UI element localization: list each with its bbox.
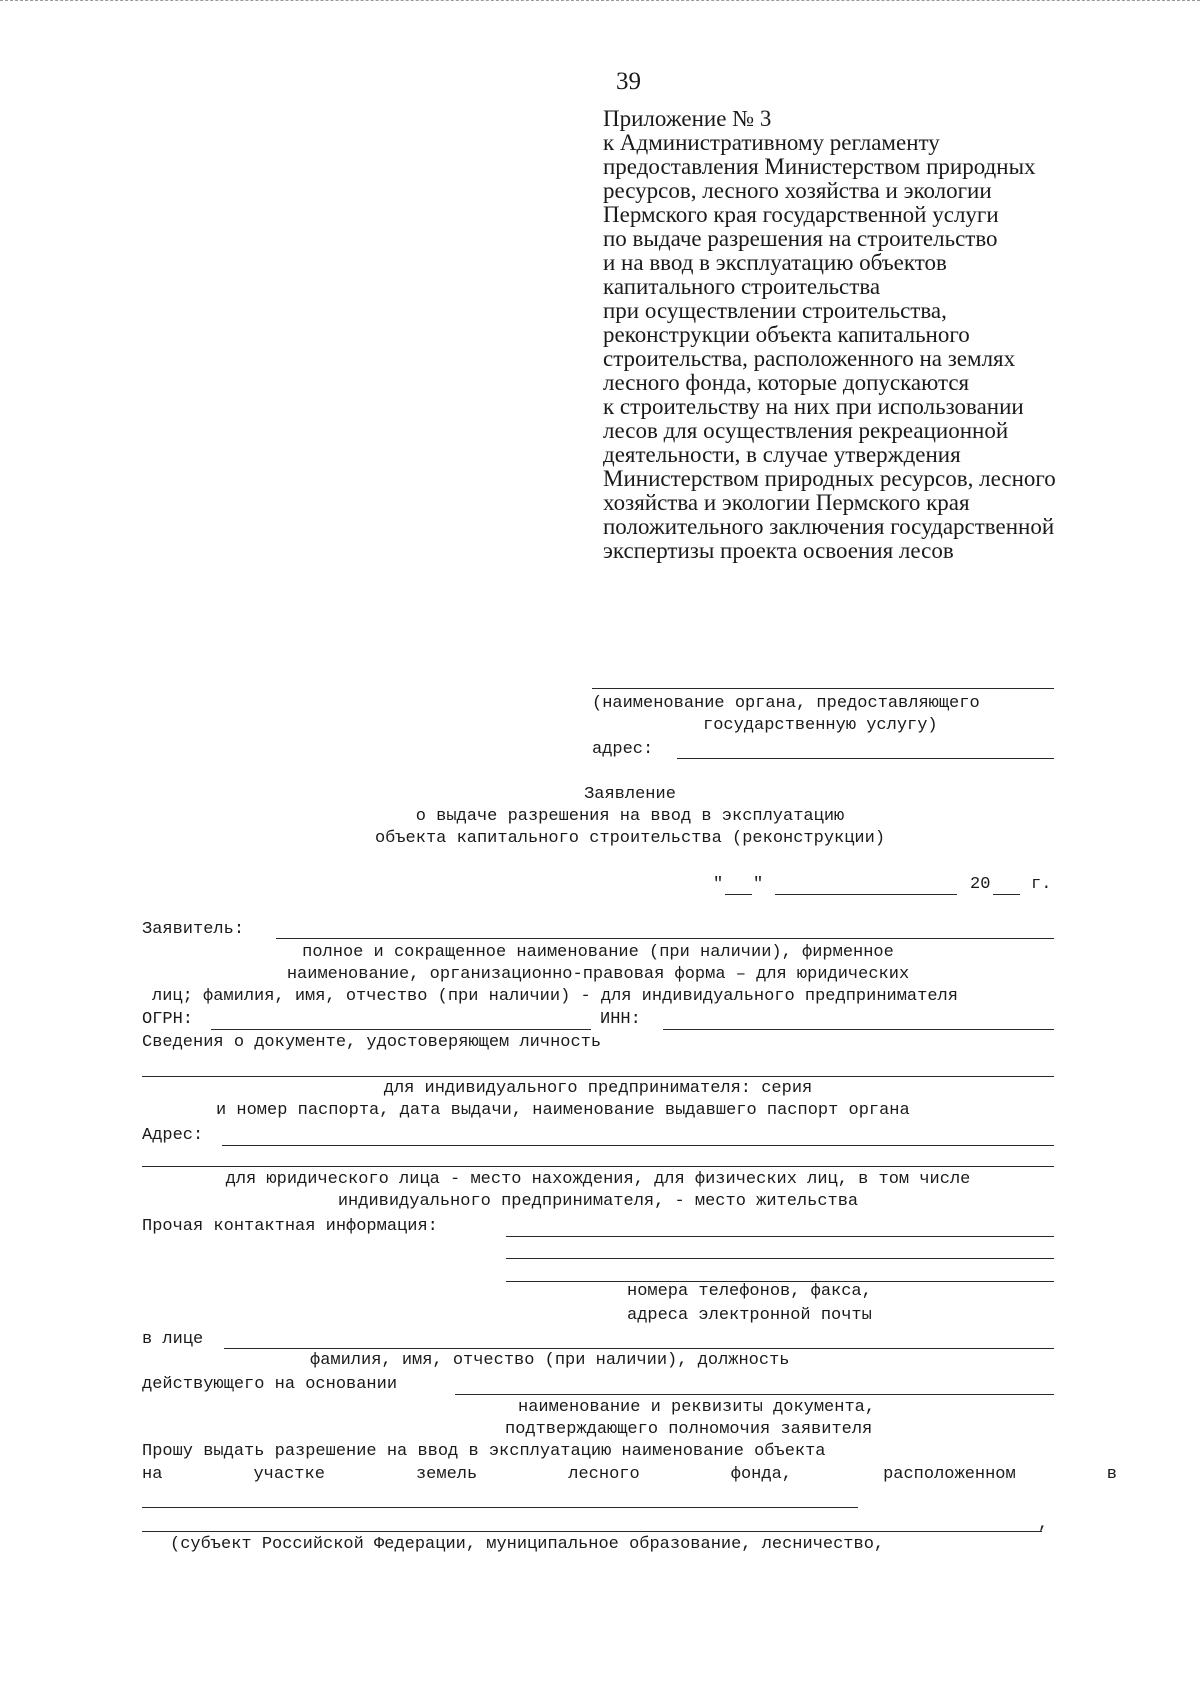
applicant-address-label: Адрес: bbox=[142, 1126, 204, 1145]
scan-edge-artifact bbox=[0, 0, 1200, 4]
appendix-line: предоставления Министерством природных bbox=[603, 154, 1036, 179]
request-word: фонда, bbox=[730, 1465, 792, 1484]
authority-name-field[interactable] bbox=[592, 688, 1054, 689]
appendix-line: к строительству на них при использовании bbox=[603, 394, 1024, 419]
authority-caption-1: (наименование органа, предоставляющего bbox=[592, 694, 980, 713]
authority-address-field[interactable] bbox=[677, 758, 1054, 759]
appendix-line: строительства, расположенного на землях bbox=[603, 346, 1016, 371]
form-subtitle-1: о выдаче разрешения на ввод в эксплуатацию bbox=[415, 807, 845, 826]
identity-hint-2: и номер паспорта, дата выдачи, наименование выдавшего паспорт органа bbox=[216, 1101, 910, 1120]
request-word: лесного bbox=[568, 1465, 640, 1484]
request-word: участке bbox=[253, 1465, 325, 1484]
contact-label: Прочая контактная информация: bbox=[142, 1217, 438, 1236]
form-subtitle-2: объекта капитального строительства (реконструкции) bbox=[374, 829, 886, 848]
basis-label: действующего на основании bbox=[142, 1375, 398, 1394]
contact-hint-2: адреса электронной почты bbox=[627, 1306, 872, 1325]
date-month-field[interactable] bbox=[775, 894, 957, 895]
location-hint: (субъект Российской Федерации, муниципальное образование, лесничество, bbox=[170, 1535, 885, 1554]
address-hint-1: для юридического лица - место нахождения, для физических лиц, в том числе bbox=[225, 1170, 971, 1189]
ogrn-label: ОГРН: bbox=[142, 1010, 194, 1029]
appendix-line: деятельности, в случае утверждения bbox=[603, 442, 961, 467]
applicant-name-field[interactable] bbox=[276, 938, 1054, 939]
date-year-prefix: 20 bbox=[970, 875, 991, 894]
applicant-address-field[interactable] bbox=[222, 1145, 1054, 1146]
appendix-line: положительного заключения государственной bbox=[603, 514, 1055, 539]
appendix-line: по выдаче разрешения на строительство bbox=[603, 226, 998, 251]
appendix-line: хозяйства и экологии Пермского края bbox=[603, 490, 970, 515]
person-field[interactable] bbox=[224, 1348, 1054, 1349]
basis-field[interactable] bbox=[455, 1394, 1054, 1395]
basis-hint-2: подтверждающего полномочия заявителя bbox=[505, 1420, 873, 1439]
appendix-line: лесов для осуществления рекреационной bbox=[603, 418, 1009, 443]
appendix-line: лесного фонда, которые допускаются bbox=[603, 370, 970, 395]
contact-field-1[interactable] bbox=[506, 1236, 1054, 1237]
request-word: земель bbox=[415, 1465, 478, 1484]
date-year-suffix: г. bbox=[1031, 875, 1052, 894]
contact-hint-1: номера телефонов, факса, bbox=[627, 1282, 872, 1301]
object-name-field[interactable] bbox=[142, 1507, 858, 1508]
date-quote-close: " bbox=[753, 875, 764, 894]
inn-field[interactable] bbox=[663, 1029, 1054, 1030]
applicant-hint-1: полное и сокращенное наименование (при наличии), фирменное bbox=[302, 943, 894, 962]
identity-hint-1: для индивидуального предпринимателя: серия bbox=[383, 1079, 813, 1098]
applicant-address-field-2[interactable] bbox=[142, 1166, 1054, 1167]
appendix-line: Пермского края государственной услуги bbox=[603, 202, 999, 227]
appendix-line: капитального строительства bbox=[603, 274, 881, 299]
ogrn-field[interactable] bbox=[211, 1029, 591, 1030]
request-line-1: Прошу выдать разрешение на ввод в эксплуатацию наименование объекта bbox=[142, 1442, 826, 1461]
address-label: адрес: bbox=[592, 740, 654, 759]
authority-caption-2: государственную услугу) bbox=[703, 716, 938, 735]
request-line-2 bbox=[142, 1464, 1117, 1486]
appendix-header bbox=[603, 107, 1123, 563]
address-hint-2: индивидуального предпринимателя, - место жительства bbox=[337, 1192, 859, 1211]
form-title: Заявление bbox=[584, 785, 676, 804]
appendix-line: к Административному регламенту bbox=[603, 130, 940, 155]
page-number: 39 bbox=[616, 68, 641, 95]
identity-field[interactable] bbox=[142, 1076, 1054, 1077]
identity-label: Сведения о документе, удостоверяющем личность bbox=[142, 1033, 602, 1052]
appendix-line: Приложение № 3 bbox=[603, 106, 772, 131]
request-word: расположенном bbox=[883, 1465, 1016, 1484]
inn-label: ИНН: bbox=[600, 1010, 641, 1029]
location-field[interactable] bbox=[142, 1531, 1042, 1532]
date-year-field[interactable] bbox=[993, 894, 1020, 895]
appendix-line: ресурсов, лесного хозяйства и экологии bbox=[603, 178, 992, 203]
date-quote-open: " bbox=[713, 875, 724, 894]
appendix-line: и на ввод в эксплуатацию объектов bbox=[603, 250, 947, 275]
appendix-line: при осуществлении строительства, bbox=[603, 298, 947, 323]
person-hint: фамилия, имя, отчество (при наличии), должность bbox=[310, 1351, 790, 1370]
request-word: на bbox=[142, 1465, 163, 1484]
request-word: в bbox=[1106, 1465, 1117, 1484]
appendix-line: реконструкции объекта капитального bbox=[603, 322, 970, 347]
applicant-hint-3: лиц; фамилия, имя, отчество (при наличии) - для индивидуального предпринимателя bbox=[152, 987, 958, 1006]
applicant-hint-2: наименование, организационно-правовая форма – для юридических bbox=[286, 965, 910, 984]
appendix-line: Министерством природных ресурсов, лесного bbox=[603, 466, 1056, 491]
appendix-line: экспертизы проекта освоения лесов bbox=[603, 538, 954, 563]
person-label: в лице bbox=[142, 1330, 204, 1349]
contact-field-2[interactable] bbox=[506, 1258, 1054, 1259]
basis-hint-1: наименование и реквизиты документа, bbox=[518, 1398, 876, 1417]
applicant-label: Заявитель: bbox=[142, 920, 245, 939]
date-day-field[interactable] bbox=[725, 894, 752, 895]
location-comma: , bbox=[1038, 1515, 1049, 1534]
